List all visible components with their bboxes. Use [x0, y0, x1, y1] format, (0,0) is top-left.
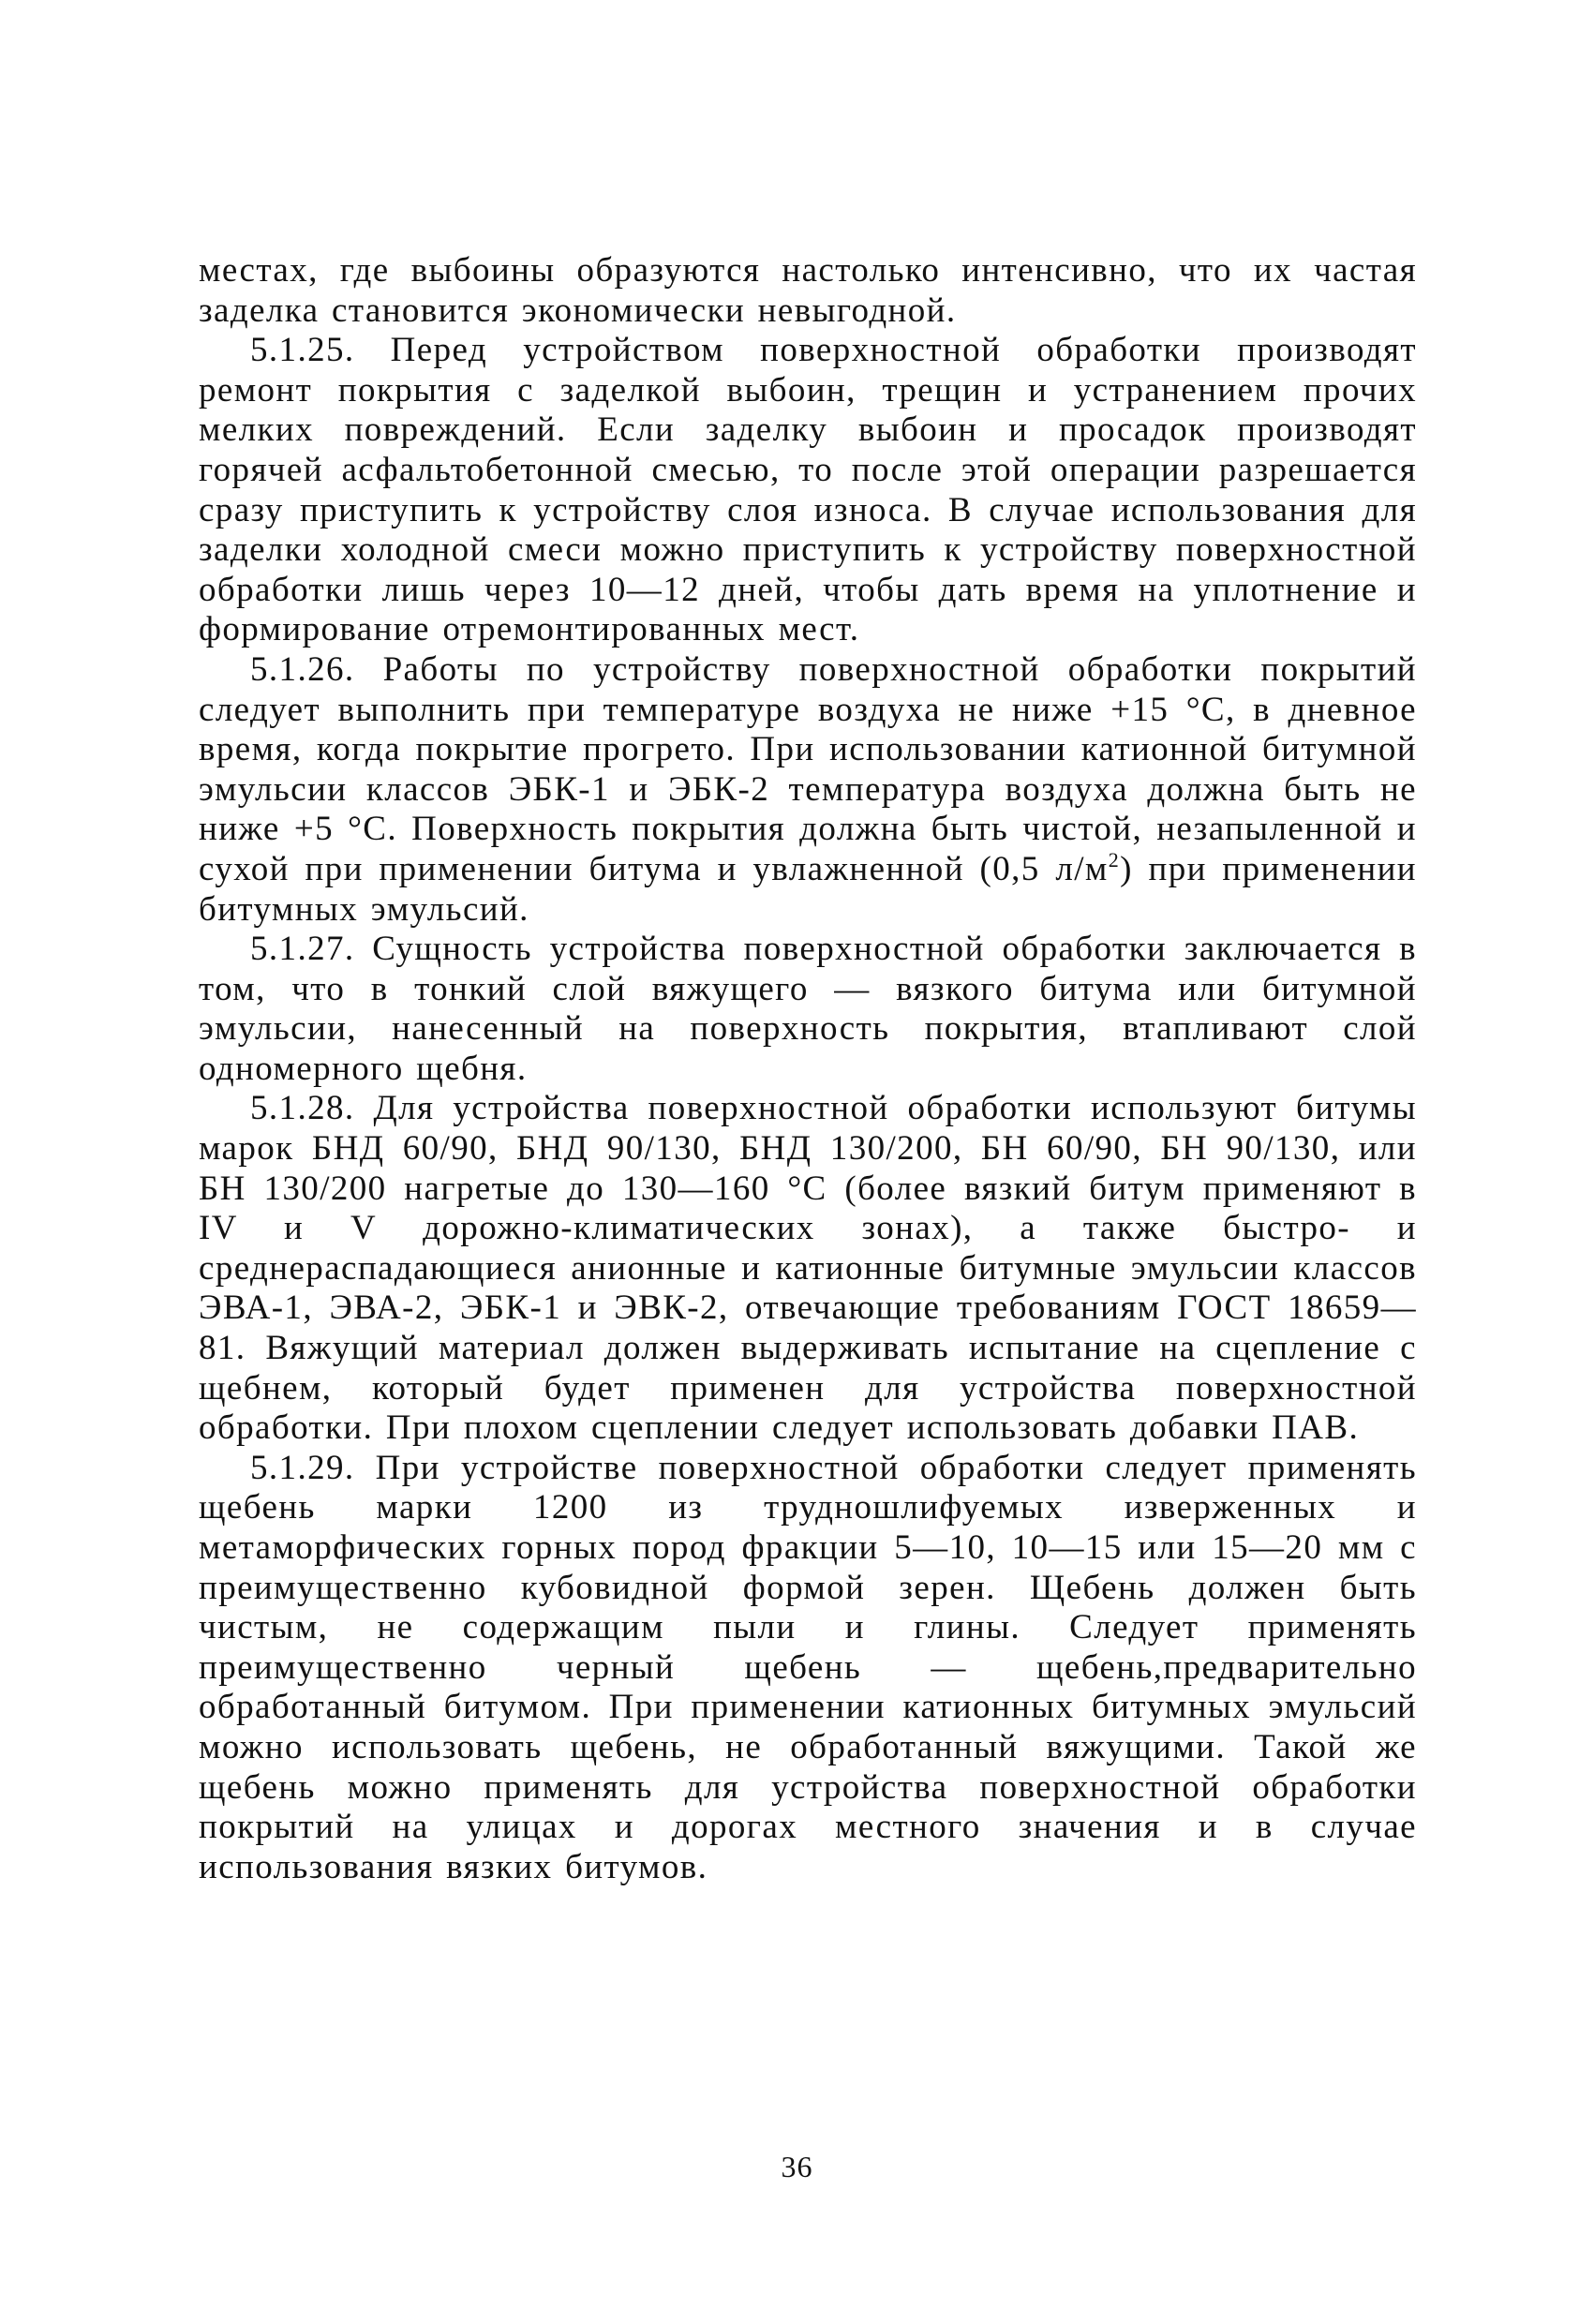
paragraph-5-1-29: 5.1.29. При устройстве поверхностной обработки следует применять щебень марки 1200 из трудношлифуемых изверженных и метаморфических горных пород фракции 5—10, 10—15 или 15—20 мм с преимущественно кубовидной формой зерен. Щебень должен быть чистым, не содержащим пыли и глины. Следует применять преимущественно черный щебень — щебень,предварительно обработанный битумом. При применении катионных битумных эмульсий можно использовать щебень, не обработанный вяжущими. Такой же щебень можно применять для устройства поверхностной обработки покрытий на улицах и дорогах местного значения и в случае использования вязких битумов.: [199, 1448, 1418, 1886]
body-text: [199, 251, 1417, 1887]
paragraph-5-1-28: 5.1.28. Для устройства поверхностной обработки используют битумы марок БНД 60/90, БНД 90/130, БНД 130/200, БН 60/90, БН 90/130, или БН 130/200 нагретые до 130—160 °С (более вязкий битум применяют в IV и V дорожно-климатических зонах), а также быстро- и среднераспадающиеся анионные и катионные битумные эмульсии классов ЭВА-1, ЭВА-2, ЭБК-1 и ЭВК-2, отвечающие требованиям ГОСТ 18659—81. Вяжущий материал должен выдерживать испытание на сцепление с щебнем, который будет применен для устройства поверхностной обработки. При плохом сцеплении следует использовать добавки ПАВ.: [199, 1089, 1418, 1448]
paragraph-5-1-27: 5.1.27. Сущность устройства поверхностной обработки заключается в том, что в тонкий слой вяжущего — вязкого битума или битумной эмульсии, нанесенный на поверхность покрытия, втапливают слой одномерного щебня.: [199, 930, 1417, 1088]
paragraph-5-1-26: 5.1.26. Работы по устройству поверхностной обработки покрытий следует выполнить при температуре воздуха не ниже +15 °С, в дневное время, когда покрытие прогрето. При использовании катионной битумной эмульсии классов ЭБК-1 и ЭБК-2 температура воздуха должна быть не ниже +5 °С. Поверхность покрытия должна быть чистой, незапыленной и сухой при применении битума и увлажненной (0,5 $л/м^2$) при применении битумных эмульсий.: [199, 649, 1418, 929]
superscript-square: 2: [1108, 847, 1121, 872]
page-number: 36: [781, 2150, 813, 2183]
paragraph-continuation: местах, где выбоины образуются настолько интенсивно, что их частая заделка становится экономически невыгодной.: [199, 251, 1417, 330]
paragraph-5-1-25: 5.1.25. Перед устройством поверхностной обработки производят ремонт покрытия с заделкой выбоин, трещин и устранением прочих мелких повреждений. Если заделку выбоин и просадок производят горячей асфальтобетонной смесью, то после этой операции разрешается сразу приступить к устройству слоя износа. В случае использования для заделки холодной смеси можно приступить к устройству поверхностной обработки лишь через 10—12 дней, чтобы дать время на уплотнение и формирование отремонтированных мест.: [199, 331, 1417, 649]
